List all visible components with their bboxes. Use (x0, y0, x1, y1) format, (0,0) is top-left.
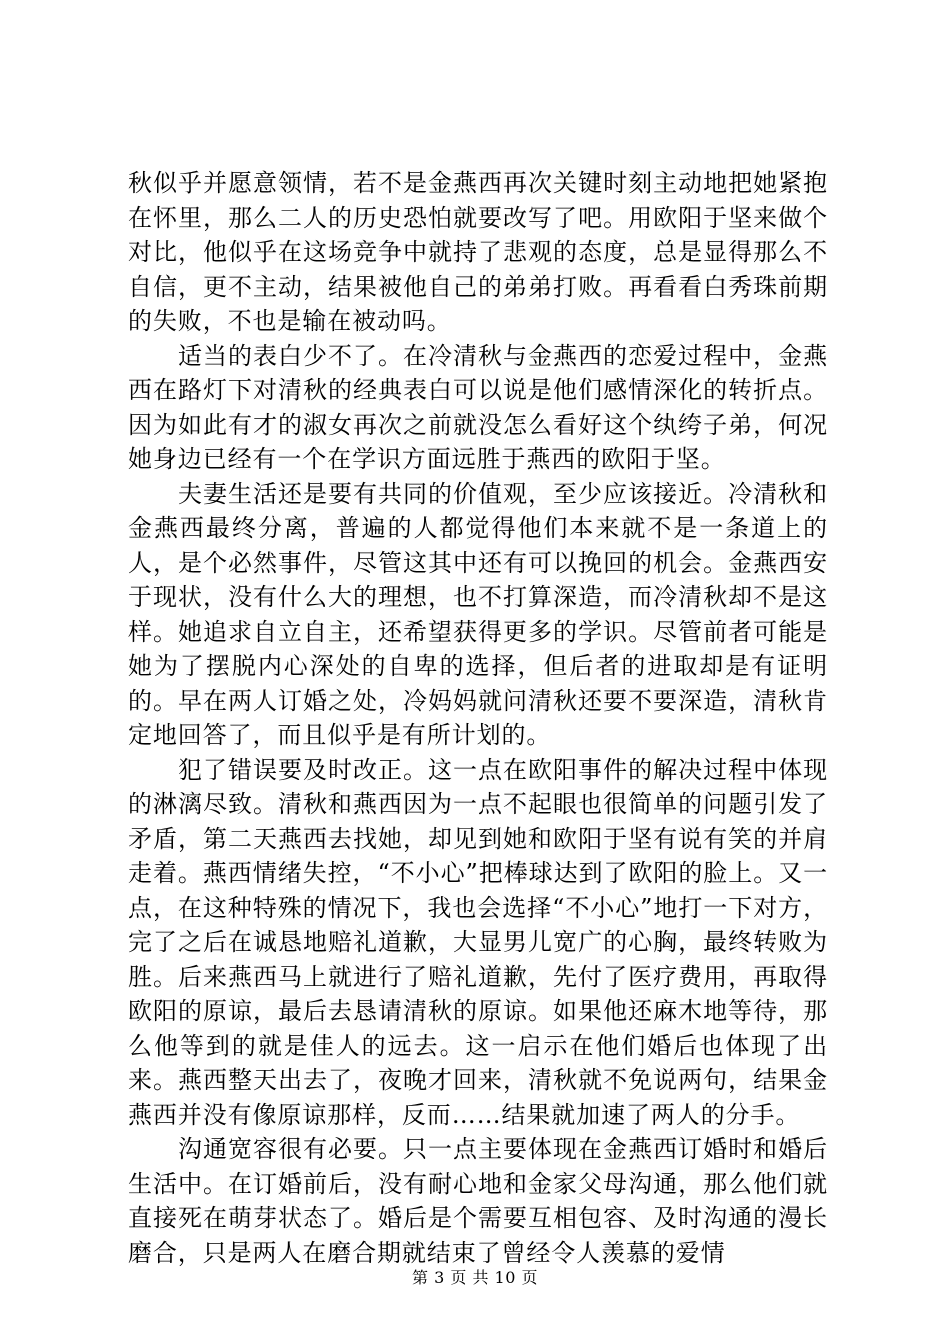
paragraph-shared-values: 夫妻生活还是要有共同的价值观，至少应该接近。冷清秋和金燕西最终分离，普遍的人都觉得他们本来就不是一条道上的人，是个必然事件，尽管这其中还有可以挽回的机会。金燕西安于现状，没有什么大的理想，也不打算深造，而冷清秋却不是这样。她追求自立自主，还希望获得更多的学识。尽管前者可能是她为了摆脱内心深处的自卑的选择，但后者的进取却是有证明的。早在两人订婚之处，冷妈妈就问清秋还要不要深造，清秋肯定地回答了，而且似乎是有所计划的。 (128, 479, 828, 749)
page-number-footer: 第 3 页 共 10 页 (412, 1268, 538, 1287)
document-body (128, 166, 828, 1270)
paragraph-continuation: 秋似乎并愿意领情，若不是金燕西再次关键时刻主动地把她紧抱在怀里，那么二人的历史恐怕就要改写了吧。用欧阳于坚来做个对比，他似乎在这场竞争中就持了悲观的态度，总是显得那么不自信，更不主动，结果被他自己的弟弟打败。再看看白秀珠前期的失败，不也是输在被动吗。 (128, 169, 828, 335)
paragraph-communication: 沟通宽容很有必要。只一点主要体现在金燕西订婚时和婚后生活中。在订婚前后，没有耐心地和金家父母沟通，那么他们就直接死在萌芽状态了。婚后是个需要互相包容、及时沟通的漫长磨合，只是两人在磨合期就结束了曾经令人羡慕的爱情 (128, 1135, 828, 1267)
paragraph-confession: 适当的表白少不了。在冷清秋与金燕西的恋爱过程中，金燕西在路灯下对清秋的经典表白可以说是他们感情深化的转折点。因为如此有才的淑女再次之前就没怎么看好这个纨绔子弟，何况她身边已经有一个在学识方面远胜于燕西的欧阳于坚。 (128, 341, 828, 473)
paragraph-correct-mistakes: 犯了错误要及时改正。这一点在欧阳事件的解决过程中体现的淋漓尽致。清秋和燕西因为一点不起眼也很简单的问题引发了矛盾，第二天燕西去找她，却见到她和欧阳于坚有说有笑的并肩走着。燕西情绪失控，“不小心”把棒球达到了欧阳的脸上。又一点，在这种特殊的情况下，我也会选择“不小心”地打一下对方，完了之后在诚恳地赔礼道歉，大显男儿宽广的心胸，最终转败为胜。后来燕西马上就进行了赔礼道歉，先付了医疗费用，再取得欧阳的原谅，最后去恳请清秋的原谅。如果他还麻木地等待，那么他等到的就是佳人的远去。这一启示在他们婚后也体现了出来。燕西整天出去了，夜晚才回来，清秋就不免说两句，结果金燕西并没有像原谅那样，反而……结果就加速了两人的分手。 (128, 755, 828, 1129)
